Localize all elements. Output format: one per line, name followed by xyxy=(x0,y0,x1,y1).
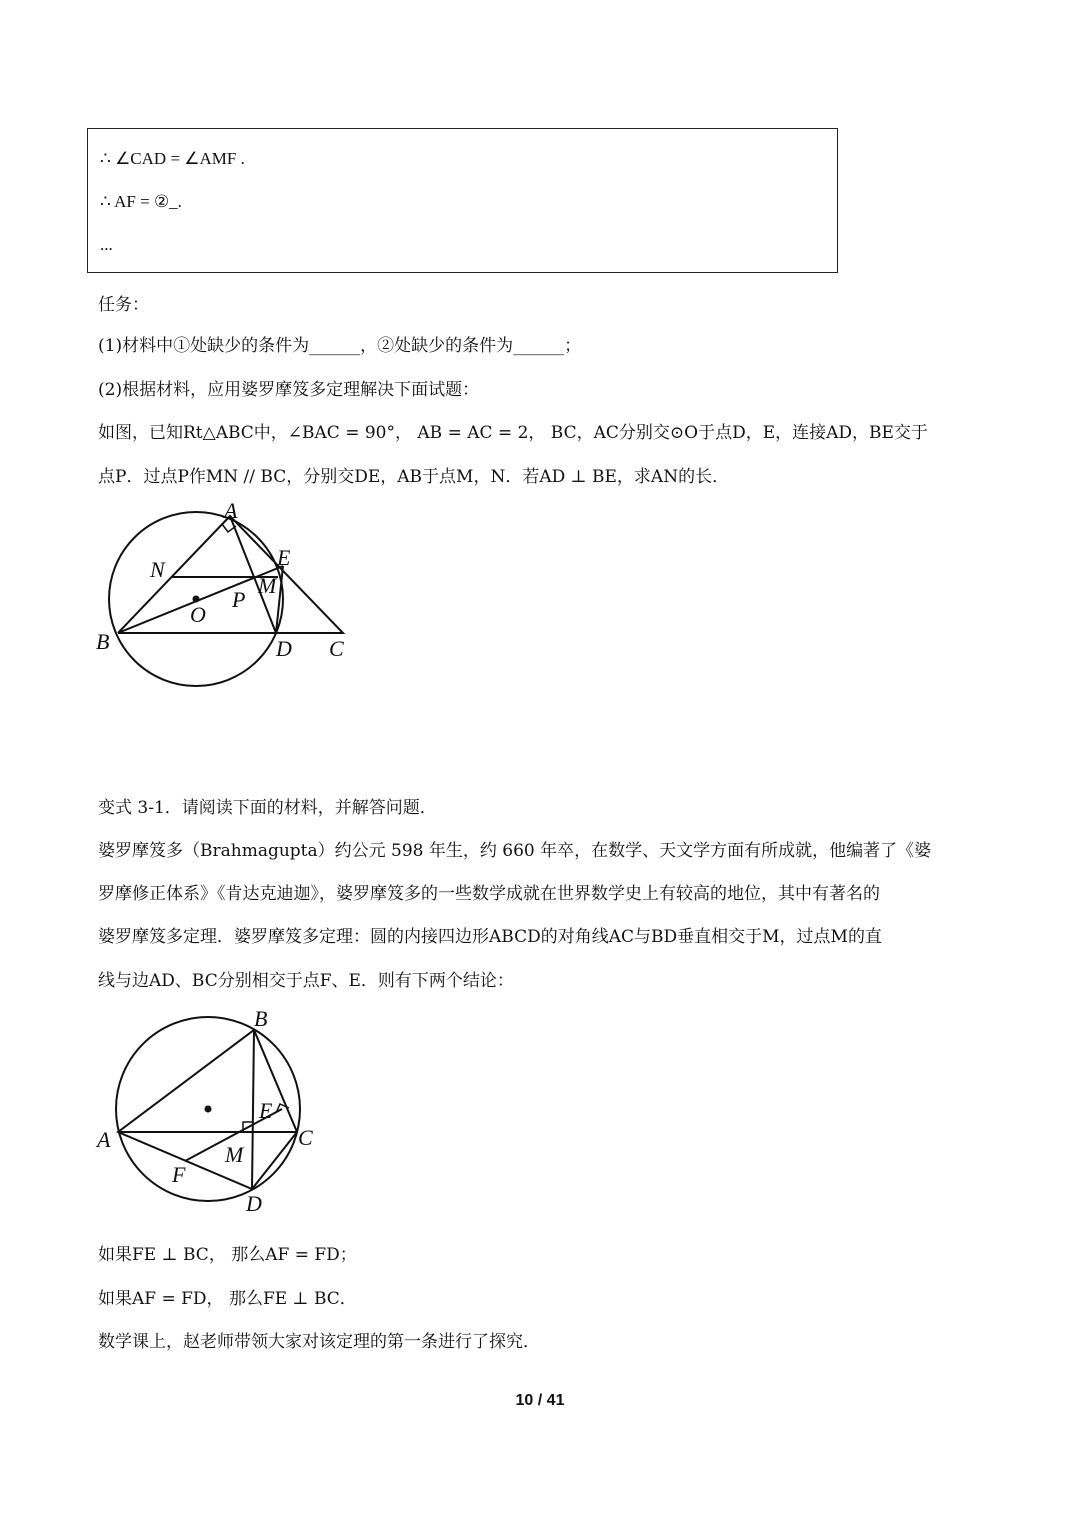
label-p: P xyxy=(232,587,246,612)
center-dot xyxy=(205,1106,212,1113)
label-m: M xyxy=(258,573,277,598)
label-c: C xyxy=(298,1125,313,1150)
variant-para-line-4: 线与边AD、BC分别相交于点F、E．则有下两个结论： xyxy=(98,971,514,991)
box-line-1: ∴ ∠CAD = ∠AMF . xyxy=(100,149,245,168)
task-question-1: (1)材料中①处缺少的条件为______，②处缺少的条件为______； xyxy=(98,336,582,356)
variant-para-line-1: 婆罗摩笈多（Brahmagupta）约公元 598 年生，约 660 年卒，在数学、天文学方面有所成就，他编著了《婆 xyxy=(98,841,932,861)
label-b: B xyxy=(96,629,110,654)
material-box xyxy=(87,128,838,273)
variant-para-line-3: 婆罗摩笈多定理．婆罗摩笈多定理：圆的内接四边形ABCD的对角线AC与BD垂直相交于M，过点M的直 xyxy=(98,927,882,947)
label-d: D xyxy=(246,1191,262,1216)
label-c: C xyxy=(329,636,344,661)
label-d: D xyxy=(276,636,292,661)
variant-para-line-2: 罗摩修正体系》《肯达克迪迦》，婆罗摩笈多的一些数学成就在世界数学史上有较高的地位，其中有著名的 xyxy=(98,884,880,904)
task-question-2: (2)根据材料，应用婆罗摩笈多定理解决下面试题： xyxy=(98,380,480,400)
variant-title: 变式 3-1．请阅读下面的材料，并解答问题． xyxy=(98,798,437,818)
page-number: 10 / 41 xyxy=(515,1392,565,1409)
label-a: A xyxy=(224,498,238,523)
box-line-2: ∴ AF = ②_. xyxy=(100,192,182,211)
label-b: B xyxy=(254,1006,268,1031)
problem-line-2: 点P．过点P作MN // BC，分别交DE，AB于点M，N．若AD ⊥ BE，求AN的长． xyxy=(98,467,730,487)
problem-line-1: 如图，已知Rt△ABC中，∠BAC = 90°， AB = AC = 2， BC，AC分别交⊙O于点D，E，连接AD，BE交于 xyxy=(98,423,928,443)
label-f: F xyxy=(172,1162,186,1187)
label-e: E xyxy=(259,1098,273,1123)
label-e: E xyxy=(277,545,291,570)
box-line-3: ... xyxy=(100,235,113,254)
label-m: M xyxy=(225,1142,244,1167)
conclusion-2: 如果AF = FD， 那么FE ⊥ BC． xyxy=(98,1289,357,1309)
label-n: N xyxy=(150,557,165,582)
diagonal-bd xyxy=(252,1030,254,1189)
figure-cyclic-quadrilateral xyxy=(90,1000,340,1220)
conclusion-3: 数学课上，赵老师带领大家对该定理的第一条进行了探究． xyxy=(98,1332,540,1352)
task-heading: 任务： xyxy=(98,295,149,315)
figure-triangle-circle xyxy=(90,495,370,700)
label-o: O xyxy=(190,602,206,627)
conclusion-1: 如果FE ⊥ BC， 那么AF = FD； xyxy=(98,1245,357,1265)
label-a: A xyxy=(97,1127,111,1152)
